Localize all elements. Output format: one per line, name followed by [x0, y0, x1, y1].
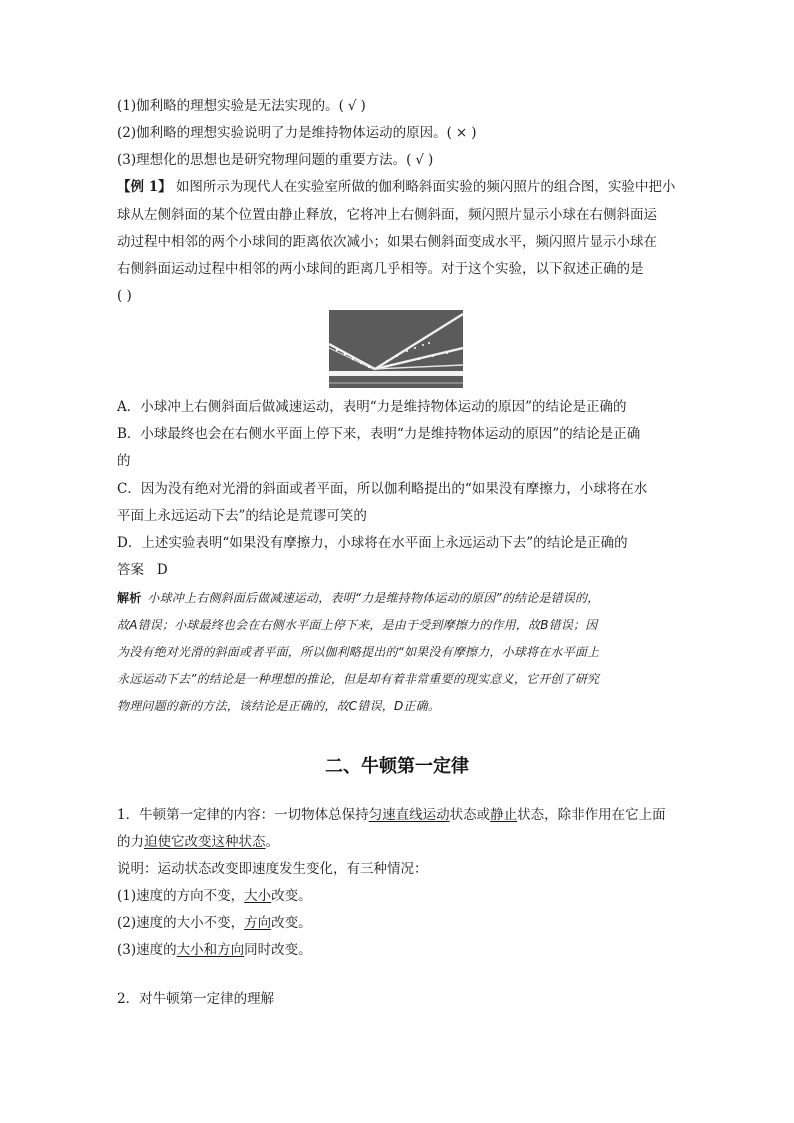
item-2-heading: 2．对牛顿第一定律的理解	[117, 991, 275, 1007]
example-line-3: 动过程中相邻的两个小球间的距离依次减小；如果右侧斜面变成水平，频闪照片显示小球在	[117, 234, 657, 250]
option-d: D．上述实验表明“如果没有摩擦力，小球将在水平面上永远运动下去”的结论是正确的	[117, 535, 628, 551]
example-line-1: 【例 1】 如图所示为现代人在实验室所做的伽利略斜面实验的频闪照片的组合图，实验中把小	[117, 179, 676, 195]
fill-blank: 方向	[244, 915, 272, 931]
case-2: (2)速度的大小不变，方向改变。	[117, 915, 312, 931]
cross-mark: ×	[455, 125, 468, 141]
fill-blank: 迫使它改变这种状态	[144, 834, 266, 850]
example-line-4: 右侧斜面运动过程中相邻的两小球间的距离几乎相等。对于这个实验，以下叙述正确的是	[117, 261, 644, 277]
judge-item-2: (2)伽利略的理想实验说明了力是维持物体运动的原因。( × )	[117, 125, 477, 141]
check-mark: √	[415, 152, 424, 168]
analysis-line-3: 为没有绝对光滑的斜面或者平面，所以伽利略提出的“如果没有摩擦力，小球将在水平面上	[117, 645, 600, 659]
floor-rail	[329, 371, 463, 376]
analysis-line-4: 永远运动下去”的结论是一种理想的推论，但是却有着非常重要的现实意义，它开创了研究	[117, 672, 600, 686]
law-content-line-1: 1．牛顿第一定律的内容：一切物体总保持匀速直线运动状态或静止状态，除非作用在它上面	[117, 807, 666, 823]
fill-blank: 匀速直线运动	[368, 807, 450, 823]
judge-item-3: (3)理想化的思想也是研究物理问题的重要方法。( √ )	[117, 152, 434, 168]
option-c: C．因为没有绝对光滑的斜面或者平面，所以伽利略提出的“如果没有摩擦力，小球将在水	[117, 481, 648, 497]
note-line: 说明：运动状态改变即速度发生变化，有三种情况：	[117, 861, 428, 877]
section-title: 二、牛顿第一定律	[325, 756, 469, 777]
photo-bottom-edge	[329, 382, 463, 384]
example-line-2: 球从左侧斜面的某个位置由静止释放，它将冲上右侧斜面，频闪照片显示小球在右侧斜面运	[117, 207, 657, 223]
incline-flash-photo-figure	[329, 310, 463, 388]
answer-label: 答案	[117, 562, 144, 578]
analysis-line-2: 故A错误；小球最终也会在右侧水平面上停下来，是由于受到摩擦力的作用，故B错误；因	[117, 618, 598, 632]
option-a: A．小球冲上右侧斜面后做减速运动，表明“力是维持物体运动的原因”的结论是正确的	[117, 399, 627, 415]
case-3: (3)速度的大小和方向同时改变。	[117, 942, 312, 958]
judge-item-1: (1)伽利略的理想实验是无法实现的。( √ )	[117, 98, 366, 114]
option-b-cont: 的	[117, 453, 131, 469]
analysis-line-5: 物理问题的新的方法，该结论是正确的，故C错误，D正确。	[117, 699, 441, 713]
example-tag: 【例 1】	[117, 179, 172, 195]
fill-blank: 大小	[244, 888, 272, 904]
analysis-line-1: 解析 小球冲上右侧斜面后做减速运动，表明“力是维持物体运动的原因”的结论是错误的，	[117, 591, 600, 605]
check-mark: √	[347, 98, 357, 114]
fill-blank: 静止	[490, 807, 518, 823]
answer-value: D	[156, 562, 168, 578]
analysis-label: 解析	[117, 591, 142, 605]
case-1: (1)速度的方向不变，大小改变。	[117, 888, 312, 904]
photo-background	[329, 310, 463, 388]
law-content-line-2: 的力迫使它改变这种状态。	[117, 834, 279, 850]
fill-blank: 大小和方向	[176, 942, 245, 958]
answer-line	[117, 560, 694, 580]
example-answer-blank: ( )	[117, 288, 132, 304]
option-b: B．小球最终也会在右侧水平面上停下来，表明“力是维持物体运动的原因”的结论是正确	[117, 426, 641, 442]
option-c-cont: 平面上永远运动下去”的结论是荒谬可笑的	[117, 508, 367, 524]
